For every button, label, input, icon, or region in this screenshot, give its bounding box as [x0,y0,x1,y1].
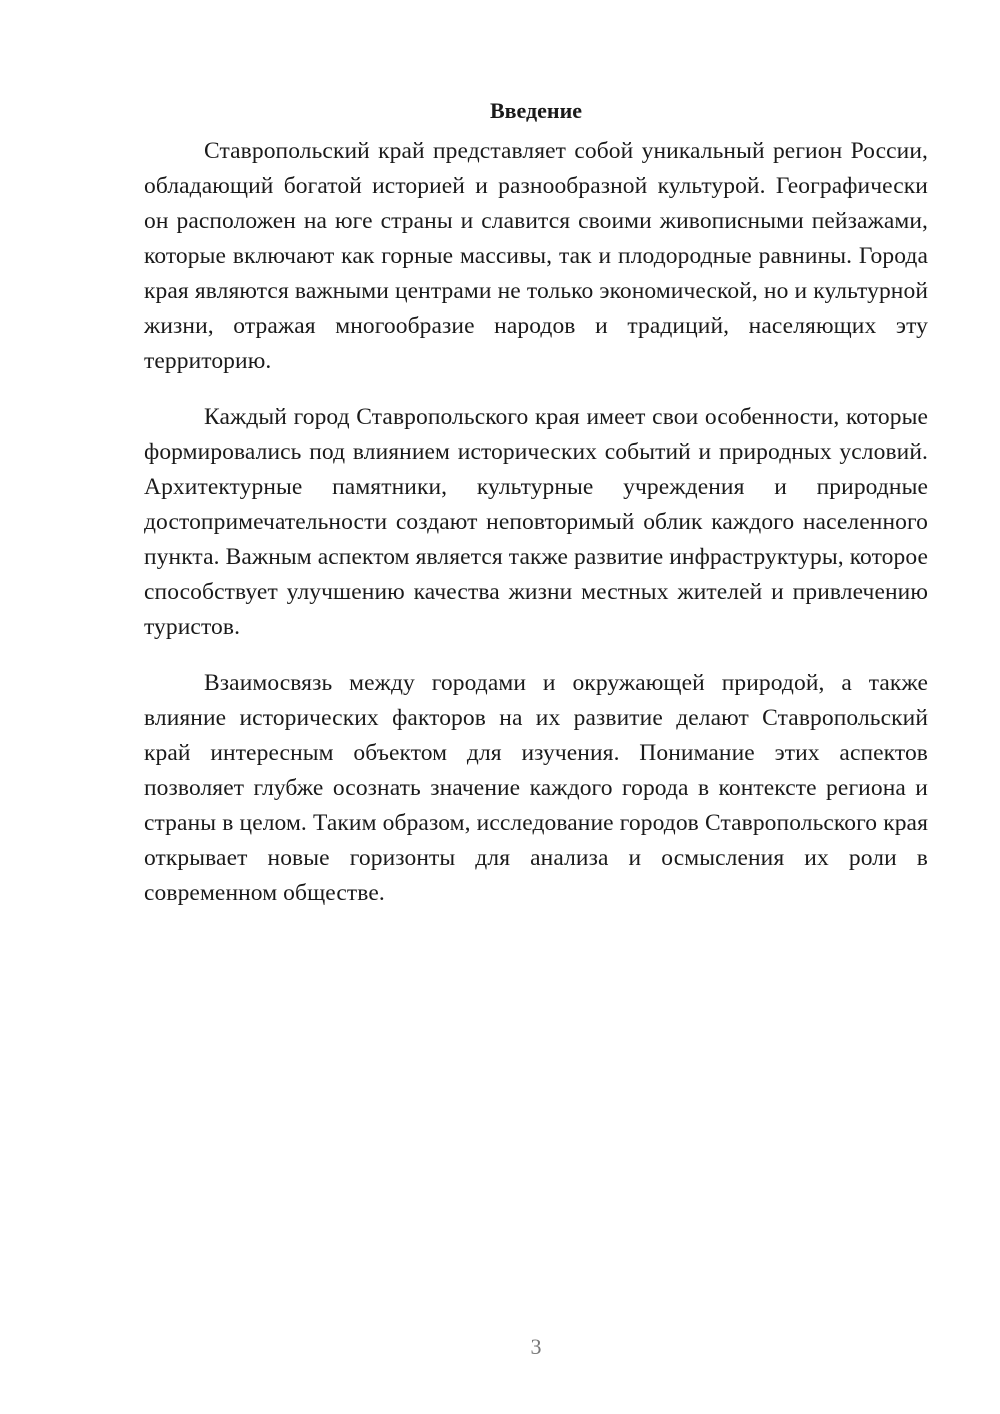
paragraph-3: Взаимосвязь между городами и окружающей природой, а также влияние исторических факторов на их развитие делают Ставропольский край интересным объектом для изучения. Понимание этих аспектов позволяет глубже осознать значение каждого города в контексте региона и страны в целом. Таким образом, исследование городов Ставропольского края открывает новые горизонты для анализа и осмысления их роли в современном обществе. [144,670,928,906]
paragraph-1: Ставропольский край представляет собой уникальный регион России, обладающий богатой историей и разнообразной культурой. Географически он расположен на юге страны и славится своими живописными пейзажами, которые включают как горные массивы, так и плодородные равнины. Города края являются важными центрами не только экономической, но и культурной жизни, отражая многообразие народов и традиций, населяющих эту территорию. [144,138,928,374]
page-number: 3 [530,1334,542,1359]
page-content [144,96,928,932]
section-heading: Введение [489,98,583,123]
paragraph-2: Каждый город Ставропольского края имеет свои особенности, которые формировались под влиянием исторических событий и природных условий. Архитектурные памятники, культурные учреждения и природные достопримечательности создают неповторимый облик каждого населенного пункта. Важным аспектом является также развитие инфраструктуры, которое способствует улучшению качества жизни местных жителей и привлечению туристов. [144,404,928,640]
